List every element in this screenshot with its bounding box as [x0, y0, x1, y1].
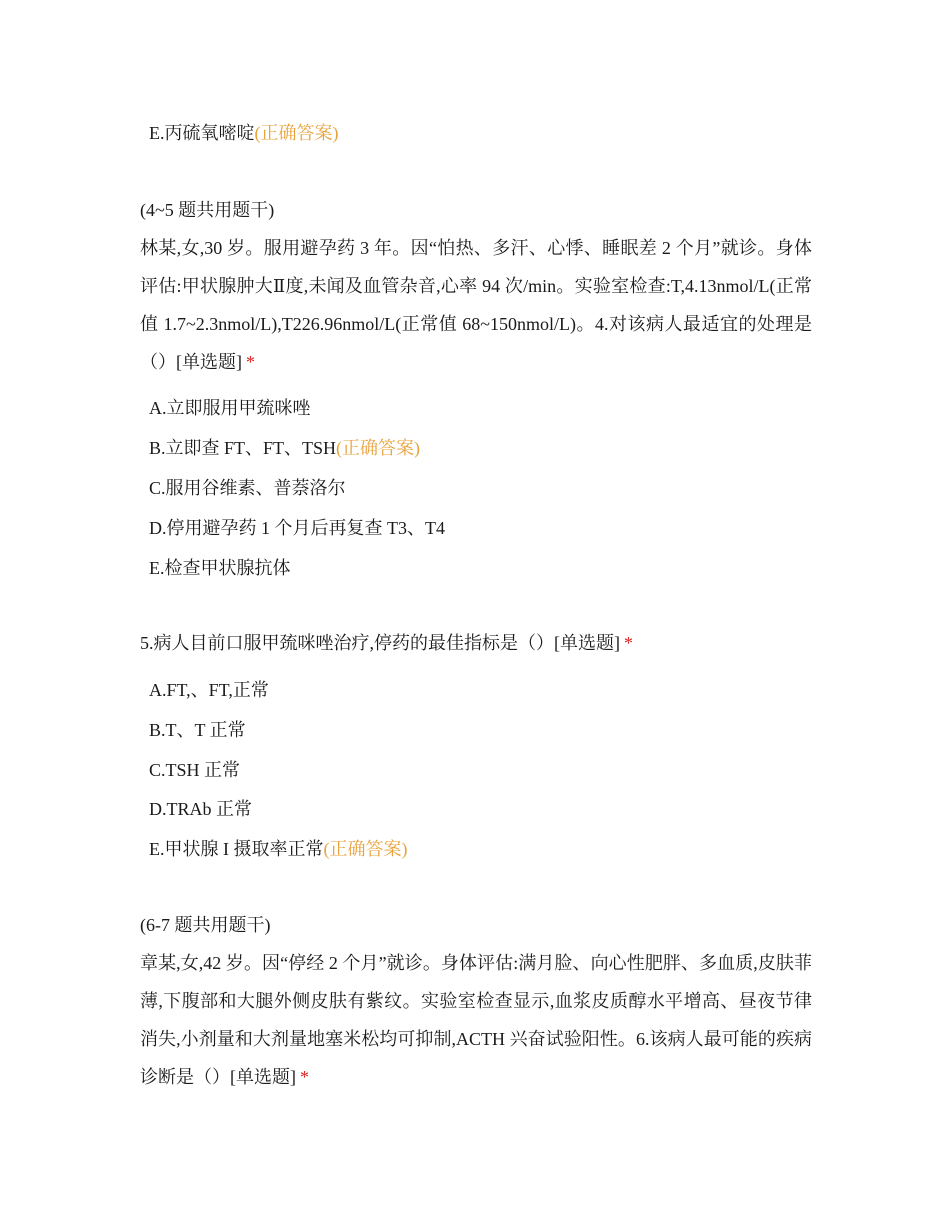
option-text: A.立即服用甲巯咪唑 — [149, 398, 311, 418]
option-text: D.停用避孕药 1 个月后再复查 T3、T4 — [149, 518, 445, 538]
option-q5-d[interactable] — [149, 797, 252, 821]
option-text: E.丙硫氧嘧啶 — [149, 123, 255, 143]
correct-answer-label: (正确答案) — [336, 438, 421, 458]
option-q5-e[interactable] — [149, 837, 408, 861]
option-q5-c[interactable] — [149, 758, 240, 782]
option-q4-a[interactable] — [149, 396, 311, 420]
option-q5-b[interactable] — [149, 718, 246, 742]
question-stem-6 — [140, 944, 812, 1096]
shared-stem-header-4-5: (4~5 题共用题干) — [140, 200, 275, 220]
stem-text: 章某,女,42 岁。因“停经 2 个月”就诊。身体评估:满月脸、向心性肥胖、多血质,皮肤菲薄,下腹部和大腿外侧皮肤有紫纹。实验室检查显示,血浆皮质醇水平增高、昼夜节律消失,小剂量和大剂量地塞米松均可抑制,ACTH 兴奋试验阳性。6.该病人最可能的疾病诊断是（）[单选题] — [140, 953, 812, 1087]
stem-text: 5.病人目前口服甲巯咪唑治疗,停药的最佳指标是（）[单选题] — [140, 633, 620, 653]
option-text: B.立即查 FT、FT、TSH — [149, 438, 337, 458]
option-text: E.甲状腺 I 摄取率正常 — [149, 839, 324, 859]
option-text: E.检查甲状腺抗体 — [149, 558, 291, 578]
option-text: C.服用谷维素、普萘洛尔 — [149, 478, 346, 498]
shared-stem-header-6-7: (6-7 题共用题干) — [140, 915, 271, 935]
option-q4-c[interactable] — [149, 476, 346, 500]
option-text: C.TSH 正常 — [149, 760, 241, 780]
required-mark: * — [624, 633, 633, 653]
correct-answer-label: (正确答案) — [323, 839, 408, 859]
option-text: D.TRAb 正常 — [149, 799, 252, 819]
question-stem-5 — [140, 631, 633, 655]
option-q4-e[interactable] — [149, 556, 291, 580]
option-q4-d[interactable] — [149, 516, 445, 540]
correct-answer-label: (正确答案) — [254, 123, 339, 143]
stem-text: 林某,女,30 岁。服用避孕药 3 年。因“怕热、多汗、心悸、睡眠差 2 个月”就诊。身体评估:甲状腺肿大Ⅱ度,未闻及血管杂音,心率 94 次/min。实验室检查:T,4.13nmol/L(正常值 1.7~2.3nmol/L),T226.96nmol/L(正常值 68~150nmol/L)。4.对该病人最适宜的处理是（）[单选题] — [140, 238, 812, 372]
question-stem-4 — [140, 229, 812, 381]
option-text: A.FT,、FT,正常 — [149, 680, 269, 700]
option-q4-b[interactable] — [149, 436, 420, 460]
required-mark: * — [300, 1067, 309, 1087]
option-q5-a[interactable] — [149, 678, 269, 702]
option-q3-e[interactable] — [149, 121, 339, 145]
required-mark: * — [246, 352, 255, 372]
option-text: B.T、T 正常 — [149, 720, 246, 740]
